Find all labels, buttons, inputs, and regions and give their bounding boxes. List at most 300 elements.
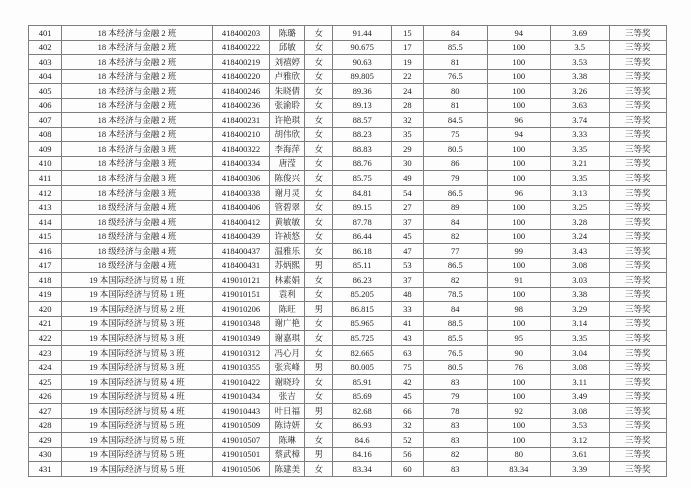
student-name-cell: 叶日福	[270, 404, 305, 419]
student-id-cell: 418400338	[212, 186, 269, 201]
rank-cell: 53	[391, 258, 423, 273]
score-cell: 84.6	[333, 433, 392, 448]
award-level-cell: 三等奖	[609, 156, 666, 171]
score-3-cell: 100	[487, 55, 550, 70]
row-number-cell: 403	[29, 55, 62, 70]
gpa-cell: 3.08	[550, 404, 609, 419]
rank-cell: 19	[391, 55, 423, 70]
gpa-cell: 3.69	[550, 26, 609, 41]
row-number-cell: 424	[29, 360, 62, 375]
row-number-cell: 415	[29, 229, 62, 244]
score-cell: 85.11	[333, 258, 392, 273]
rank-cell: 30	[391, 156, 423, 171]
class-name-cell: 18 本经济与金融 2 班	[62, 98, 213, 113]
gender-cell: 女	[305, 462, 333, 477]
award-level-cell: 三等奖	[609, 389, 666, 404]
class-name-cell: 18 本经济与金融 3 班	[62, 186, 213, 201]
student-id-cell: 419010422	[212, 375, 269, 390]
student-id-cell: 418400412	[212, 215, 269, 230]
gpa-cell: 3.26	[550, 84, 609, 99]
score-2-cell: 84	[423, 26, 487, 41]
score-2-cell: 78	[423, 404, 487, 419]
class-name-cell: 19 本国际经济与贸易 3 班	[62, 331, 213, 346]
student-name-cell: 邱敏	[270, 40, 305, 55]
row-number-cell: 426	[29, 389, 62, 404]
table-row	[29, 346, 667, 361]
score-2-cell: 83	[423, 418, 487, 433]
gender-cell: 女	[305, 331, 333, 346]
score-3-cell: 100	[487, 98, 550, 113]
table-row	[29, 113, 667, 128]
gpa-cell: 3.21	[550, 156, 609, 171]
score-3-cell: 100	[487, 171, 550, 186]
table-row	[29, 360, 667, 375]
score-2-cell: 84.5	[423, 113, 487, 128]
row-number-cell: 427	[29, 404, 62, 419]
table-row	[29, 229, 667, 244]
score-2-cell: 85.5	[423, 331, 487, 346]
student-name-cell: 冯心月	[270, 346, 305, 361]
class-name-cell: 19 本国际经济与贸易 3 班	[62, 316, 213, 331]
score-cell: 89.13	[333, 98, 392, 113]
score-2-cell: 83	[423, 462, 487, 477]
table-row	[29, 404, 667, 419]
class-name-cell: 19 本国际经济与贸易 3 班	[62, 360, 213, 375]
gender-cell: 女	[305, 40, 333, 55]
rank-cell: 63	[391, 346, 423, 361]
rank-cell: 27	[391, 200, 423, 215]
class-name-cell: 19 本国际经济与贸易 2 班	[62, 302, 213, 317]
rank-cell: 33	[391, 302, 423, 317]
awards-table	[28, 25, 667, 477]
award-level-cell: 三等奖	[609, 244, 666, 259]
row-number-cell: 421	[29, 316, 62, 331]
student-name-cell: 陈建美	[270, 462, 305, 477]
gender-cell: 男	[305, 302, 333, 317]
award-level-cell: 三等奖	[609, 375, 666, 390]
student-id-cell: 419010312	[212, 346, 269, 361]
award-level-cell: 三等奖	[609, 98, 666, 113]
award-level-cell: 三等奖	[609, 40, 666, 55]
award-level-cell: 三等奖	[609, 200, 666, 215]
class-name-cell: 18 级经济与金融 4 班	[62, 258, 213, 273]
student-id-cell: 418400322	[212, 142, 269, 157]
score-2-cell: 84	[423, 215, 487, 230]
student-id-cell: 419010349	[212, 331, 269, 346]
gender-cell: 女	[305, 127, 333, 142]
rank-cell: 28	[391, 98, 423, 113]
class-name-cell: 18 本经济与金融 2 班	[62, 127, 213, 142]
rank-cell: 49	[391, 171, 423, 186]
gpa-cell: 3.38	[550, 287, 609, 302]
row-number-cell: 416	[29, 244, 62, 259]
gpa-cell: 3.04	[550, 346, 609, 361]
score-3-cell: 100	[487, 316, 550, 331]
table-row	[29, 127, 667, 142]
score-3-cell: 100	[487, 40, 550, 55]
student-id-cell: 418400406	[212, 200, 269, 215]
gpa-cell: 3.5	[550, 40, 609, 55]
gpa-cell: 3.25	[550, 200, 609, 215]
score-2-cell: 76.5	[423, 69, 487, 84]
score-2-cell: 82	[423, 447, 487, 462]
student-name-cell: 李海萍	[270, 142, 305, 157]
class-name-cell: 18 级经济与金融 4 班	[62, 215, 213, 230]
gpa-cell: 3.03	[550, 273, 609, 288]
row-number-cell: 425	[29, 375, 62, 390]
table-row	[29, 171, 667, 186]
score-3-cell: 100	[487, 375, 550, 390]
score-2-cell: 82	[423, 229, 487, 244]
student-name-cell: 苏炳熙	[270, 258, 305, 273]
score-cell: 88.76	[333, 156, 392, 171]
score-3-cell: 100	[487, 389, 550, 404]
gender-cell: 女	[305, 316, 333, 331]
award-level-cell: 三等奖	[609, 302, 666, 317]
table-row	[29, 433, 667, 448]
score-3-cell: 99	[487, 244, 550, 259]
student-name-cell: 蔡武樟	[270, 447, 305, 462]
student-name-cell: 张宾峰	[270, 360, 305, 375]
award-level-cell: 三等奖	[609, 69, 666, 84]
gender-cell: 女	[305, 229, 333, 244]
award-level-cell: 三等奖	[609, 127, 666, 142]
class-name-cell: 18 本经济与金融 2 班	[62, 55, 213, 70]
rank-cell: 29	[391, 142, 423, 157]
award-level-cell: 三等奖	[609, 433, 666, 448]
rank-cell: 37	[391, 215, 423, 230]
gender-cell: 女	[305, 156, 333, 171]
score-3-cell: 83.34	[487, 462, 550, 477]
score-2-cell: 86.5	[423, 258, 487, 273]
student-id-cell: 419010507	[212, 433, 269, 448]
student-id-cell: 419010443	[212, 404, 269, 419]
score-3-cell: 100	[487, 200, 550, 215]
row-number-cell: 431	[29, 462, 62, 477]
score-3-cell: 95	[487, 331, 550, 346]
gender-cell: 女	[305, 375, 333, 390]
class-name-cell: 18 本经济与金融 2 班	[62, 69, 213, 84]
score-cell: 88.83	[333, 142, 392, 157]
table-row	[29, 331, 667, 346]
student-name-cell: 陈琳	[270, 433, 305, 448]
row-number-cell: 408	[29, 127, 62, 142]
row-number-cell: 412	[29, 186, 62, 201]
student-name-cell: 谢月灵	[270, 186, 305, 201]
student-id-cell: 419010121	[212, 273, 269, 288]
score-2-cell: 80.5	[423, 360, 487, 375]
score-3-cell: 100	[487, 433, 550, 448]
rank-cell: 41	[391, 316, 423, 331]
student-name-cell: 胡伟欣	[270, 127, 305, 142]
table-row	[29, 186, 667, 201]
award-level-cell: 三等奖	[609, 215, 666, 230]
table-row	[29, 447, 667, 462]
score-3-cell: 100	[487, 69, 550, 84]
score-2-cell: 84	[423, 302, 487, 317]
row-number-cell: 405	[29, 84, 62, 99]
student-id-cell: 418400203	[212, 26, 269, 41]
award-level-cell: 三等奖	[609, 229, 666, 244]
gpa-cell: 3.38	[550, 69, 609, 84]
student-name-cell: 刘禧婷	[270, 55, 305, 70]
score-cell: 82.68	[333, 404, 392, 419]
award-level-cell: 三等奖	[609, 186, 666, 201]
score-2-cell: 83	[423, 433, 487, 448]
score-cell: 90.63	[333, 55, 392, 70]
award-level-cell: 三等奖	[609, 331, 666, 346]
row-number-cell: 413	[29, 200, 62, 215]
gender-cell: 男	[305, 360, 333, 375]
student-name-cell: 陈俊兴	[270, 171, 305, 186]
row-number-cell: 428	[29, 418, 62, 433]
class-name-cell: 19 本国际经济与贸易 5 班	[62, 462, 213, 477]
score-cell: 85.965	[333, 316, 392, 331]
row-number-cell: 420	[29, 302, 62, 317]
score-3-cell: 100	[487, 215, 550, 230]
gender-cell: 女	[305, 84, 333, 99]
award-level-cell: 三等奖	[609, 84, 666, 99]
score-2-cell: 88.5	[423, 316, 487, 331]
student-name-cell: 黄敏敏	[270, 215, 305, 230]
rank-cell: 37	[391, 273, 423, 288]
score-cell: 82.665	[333, 346, 392, 361]
gpa-cell: 3.28	[550, 215, 609, 230]
gpa-cell: 3.63	[550, 98, 609, 113]
row-number-cell: 417	[29, 258, 62, 273]
score-3-cell: 100	[487, 84, 550, 99]
score-2-cell: 86	[423, 156, 487, 171]
rank-cell: 56	[391, 447, 423, 462]
score-3-cell: 94	[487, 127, 550, 142]
student-name-cell: 张吉	[270, 389, 305, 404]
table-row	[29, 84, 667, 99]
rank-cell: 48	[391, 287, 423, 302]
score-cell: 80.005	[333, 360, 392, 375]
score-cell: 88.23	[333, 127, 392, 142]
gpa-cell: 3.24	[550, 229, 609, 244]
score-2-cell: 80	[423, 84, 487, 99]
gender-cell: 女	[305, 113, 333, 128]
gender-cell: 男	[305, 404, 333, 419]
rank-cell: 43	[391, 331, 423, 346]
student-id-cell: 419010509	[212, 418, 269, 433]
rank-cell: 35	[391, 127, 423, 142]
row-number-cell: 419	[29, 287, 62, 302]
score-3-cell: 100	[487, 229, 550, 244]
class-name-cell: 18 级经济与金融 4 班	[62, 200, 213, 215]
score-cell: 85.205	[333, 287, 392, 302]
row-number-cell: 414	[29, 215, 62, 230]
student-id-cell: 418400439	[212, 229, 269, 244]
award-level-cell: 三等奖	[609, 26, 666, 41]
student-id-cell: 419010206	[212, 302, 269, 317]
student-name-cell: 卢雅欣	[270, 69, 305, 84]
gender-cell: 女	[305, 244, 333, 259]
score-cell: 86.18	[333, 244, 392, 259]
class-name-cell: 19 本国际经济与贸易 4 班	[62, 389, 213, 404]
score-cell: 84.81	[333, 186, 392, 201]
rank-cell: 60	[391, 462, 423, 477]
score-3-cell: 96	[487, 113, 550, 128]
row-number-cell: 422	[29, 331, 62, 346]
score-3-cell: 92	[487, 404, 550, 419]
score-2-cell: 81	[423, 55, 487, 70]
score-cell: 89.36	[333, 84, 392, 99]
student-name-cell: 温雅乐	[270, 244, 305, 259]
score-2-cell: 79	[423, 171, 487, 186]
gpa-cell: 3.74	[550, 113, 609, 128]
student-id-cell: 419010355	[212, 360, 269, 375]
score-3-cell: 94	[487, 26, 550, 41]
gpa-cell: 3.08	[550, 360, 609, 375]
score-2-cell: 82	[423, 273, 487, 288]
gpa-cell: 3.35	[550, 142, 609, 157]
student-name-cell: 林素娟	[270, 273, 305, 288]
student-id-cell: 418400246	[212, 84, 269, 99]
table-row	[29, 273, 667, 288]
student-name-cell: 谢广艳	[270, 316, 305, 331]
score-cell: 85.75	[333, 171, 392, 186]
score-2-cell: 75	[423, 127, 487, 142]
score-cell: 86.815	[333, 302, 392, 317]
gender-cell: 女	[305, 200, 333, 215]
rank-cell: 45	[391, 389, 423, 404]
score-3-cell: 90	[487, 346, 550, 361]
gpa-cell: 3.53	[550, 418, 609, 433]
row-number-cell: 409	[29, 142, 62, 157]
row-number-cell: 411	[29, 171, 62, 186]
student-id-cell: 419010434	[212, 389, 269, 404]
student-id-cell: 418400222	[212, 40, 269, 55]
class-name-cell: 18 本经济与金融 2 班	[62, 113, 213, 128]
student-id-cell: 418400210	[212, 127, 269, 142]
class-name-cell: 18 级经济与金融 4 班	[62, 244, 213, 259]
gender-cell: 女	[305, 142, 333, 157]
gender-cell: 女	[305, 55, 333, 70]
award-level-cell: 三等奖	[609, 316, 666, 331]
score-cell: 90.675	[333, 40, 392, 55]
student-name-cell: 陈诗妍	[270, 418, 305, 433]
rank-cell: 15	[391, 26, 423, 41]
table-row	[29, 69, 667, 84]
gender-cell: 女	[305, 418, 333, 433]
gender-cell: 男	[305, 258, 333, 273]
row-number-cell: 423	[29, 346, 62, 361]
student-id-cell: 419010348	[212, 316, 269, 331]
table-row	[29, 244, 667, 259]
table-row	[29, 302, 667, 317]
class-name-cell: 19 本国际经济与贸易 4 班	[62, 375, 213, 390]
class-name-cell: 18 本经济与金融 2 班	[62, 26, 213, 41]
gender-cell: 女	[305, 69, 333, 84]
gender-cell: 女	[305, 346, 333, 361]
table-row	[29, 418, 667, 433]
student-id-cell: 419010506	[212, 462, 269, 477]
score-3-cell: 100	[487, 418, 550, 433]
rank-cell: 52	[391, 433, 423, 448]
student-name-cell: 朱晓倩	[270, 84, 305, 99]
rank-cell: 54	[391, 186, 423, 201]
table-row	[29, 142, 667, 157]
award-level-cell: 三等奖	[609, 404, 666, 419]
gpa-cell: 3.43	[550, 244, 609, 259]
table-row	[29, 258, 667, 273]
award-level-cell: 三等奖	[609, 360, 666, 375]
gpa-cell: 3.12	[550, 433, 609, 448]
table-row	[29, 462, 667, 477]
score-3-cell: 96	[487, 186, 550, 201]
award-level-cell: 三等奖	[609, 113, 666, 128]
rank-cell: 42	[391, 375, 423, 390]
rank-cell: 32	[391, 113, 423, 128]
student-name-cell: 张渝聆	[270, 98, 305, 113]
class-name-cell: 18 本经济与金融 3 班	[62, 156, 213, 171]
row-number-cell: 418	[29, 273, 62, 288]
gpa-cell: 3.14	[550, 316, 609, 331]
score-cell: 88.57	[333, 113, 392, 128]
row-number-cell: 401	[29, 26, 62, 41]
student-id-cell: 418400431	[212, 258, 269, 273]
rank-cell: 32	[391, 418, 423, 433]
student-name-cell: 袁利	[270, 287, 305, 302]
score-3-cell: 98	[487, 302, 550, 317]
gender-cell: 女	[305, 389, 333, 404]
score-cell: 87.78	[333, 215, 392, 230]
score-3-cell: 76	[487, 360, 550, 375]
score-2-cell: 86.5	[423, 186, 487, 201]
student-id-cell: 418400231	[212, 113, 269, 128]
score-2-cell: 79	[423, 389, 487, 404]
student-name-cell: 谢嘉琪	[270, 331, 305, 346]
table-row	[29, 287, 667, 302]
rank-cell: 17	[391, 40, 423, 55]
table-row	[29, 26, 667, 41]
award-level-cell: 三等奖	[609, 287, 666, 302]
student-id-cell: 418400236	[212, 98, 269, 113]
table-row	[29, 215, 667, 230]
class-name-cell: 19 本国际经济与贸易 1 班	[62, 287, 213, 302]
award-level-cell: 三等奖	[609, 258, 666, 273]
student-id-cell: 418400334	[212, 156, 269, 171]
award-level-cell: 三等奖	[609, 55, 666, 70]
gpa-cell: 3.13	[550, 186, 609, 201]
award-level-cell: 三等奖	[609, 142, 666, 157]
score-cell: 91.44	[333, 26, 392, 41]
table-row	[29, 98, 667, 113]
gpa-cell: 3.35	[550, 171, 609, 186]
score-2-cell: 80.5	[423, 142, 487, 157]
table-row	[29, 156, 667, 171]
score-3-cell: 100	[487, 142, 550, 157]
gender-cell: 女	[305, 171, 333, 186]
score-cell: 85.91	[333, 375, 392, 390]
award-level-cell: 三等奖	[609, 171, 666, 186]
class-name-cell: 19 本国际经济与贸易 5 班	[62, 433, 213, 448]
class-name-cell: 19 本国际经济与贸易 5 班	[62, 418, 213, 433]
row-number-cell: 430	[29, 447, 62, 462]
score-cell: 83.34	[333, 462, 392, 477]
score-2-cell: 81	[423, 98, 487, 113]
student-id-cell: 418400220	[212, 69, 269, 84]
class-name-cell: 18 本经济与金融 2 班	[62, 84, 213, 99]
gpa-cell: 3.35	[550, 331, 609, 346]
score-cell: 86.23	[333, 273, 392, 288]
gpa-cell: 3.08	[550, 258, 609, 273]
rank-cell: 66	[391, 404, 423, 419]
row-number-cell: 407	[29, 113, 62, 128]
student-name-cell: 谢晓玲	[270, 375, 305, 390]
